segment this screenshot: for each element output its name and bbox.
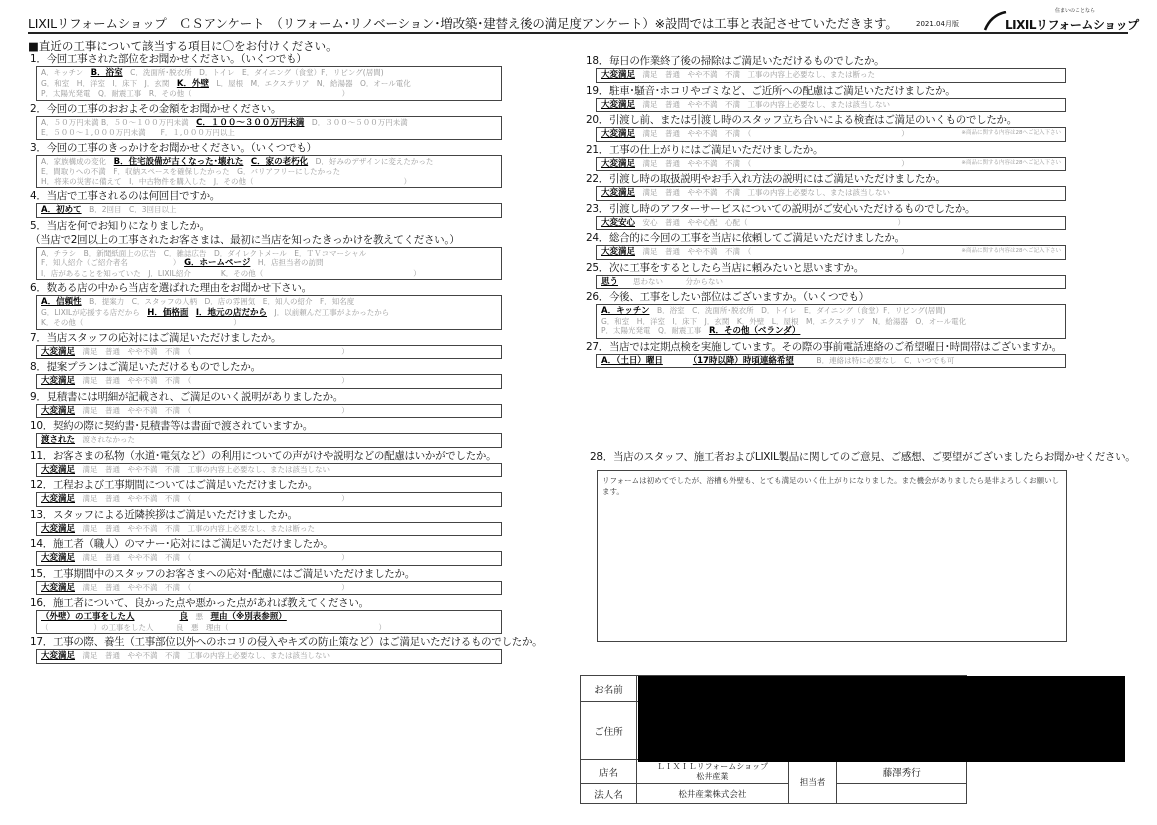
question-block	[30, 102, 570, 140]
option-text: D．好みのデザインに変えたかった	[308, 156, 434, 166]
answer-line	[41, 318, 497, 328]
answer-line	[41, 205, 497, 216]
option-text: A．家族構成の変化	[41, 156, 114, 166]
selected-option[interactable]: （外壁）の工事をした人	[41, 612, 135, 622]
option-text: ）	[901, 129, 909, 138]
question-block	[30, 331, 570, 360]
selected-option[interactable]: A．キッチン	[601, 306, 650, 316]
selected-option[interactable]: A．（土日）曜日	[601, 355, 663, 366]
answer-line	[601, 277, 1061, 288]
answer-note: ※商品に関する内容は28へご記入下さい	[961, 130, 1061, 136]
option-text: A．５０万円未満 B．５０～１００万円未満	[41, 117, 197, 127]
option-text: 満足 普通 やや不満 不満 工事の内容上必要なし、または該当しない	[635, 99, 891, 109]
question-block	[586, 261, 1146, 290]
answer-box[interactable]	[36, 247, 502, 281]
answer-box[interactable]	[36, 116, 502, 140]
answer-box[interactable]	[36, 522, 502, 537]
selected-option[interactable]: 大変満足	[41, 405, 76, 416]
question-block	[30, 219, 570, 281]
answer-line	[601, 317, 1061, 327]
selected-option[interactable]: C．１００～３００万円未満	[196, 117, 305, 128]
option-text: 満足 普通 やや不満 不満 （	[75, 582, 192, 592]
survey-header	[28, 8, 1139, 34]
option-text: 満足 普通 やや不満 不満 工事の内容上必要なし、または該当しない	[75, 651, 331, 660]
question-title: 15．工事期間中のスタッフのお客さまへの応対･配慮にはご満足いただけましたか。	[30, 567, 415, 580]
selected-option[interactable]: 大変満足	[601, 188, 636, 198]
answer-box[interactable]	[596, 354, 1066, 369]
option-text: B．2回目 C．3回目以上	[81, 205, 177, 214]
option-text: E．間取りへの不満 F．収納スペースを確保したかった G．バリアフリーにしたかった	[41, 167, 341, 176]
question-block	[586, 113, 1146, 142]
option-text: 満足 普通 やや不満 不満 （	[635, 158, 752, 168]
q28-title: 28．当店のスタッフ、施工者およびLIXIL製品に関してのご意見、ご感想、ご要望がございましたらお聞かせください。	[590, 451, 1136, 463]
question-block	[586, 340, 1146, 369]
option-text: 満足 普通 やや不満 不満 （	[75, 405, 192, 415]
store-value	[637, 760, 789, 784]
answer-line	[41, 347, 497, 358]
selected-option[interactable]: H．価格面	[147, 307, 189, 318]
answer-line	[601, 306, 1061, 317]
answer-line	[41, 249, 497, 259]
answer-line	[41, 128, 497, 138]
left-question-column	[30, 52, 570, 665]
store-label: 店名	[581, 760, 637, 784]
option-text: ）	[341, 346, 349, 356]
selected-option[interactable]: B．住宅設備が古くなった･壊れた	[113, 156, 244, 167]
survey-title: LIXILリフォームショップ ＣＳアンケート （リフォーム･リノベーション･増改築･建替え後の満足度アンケート）※設問では工事と表記させていただきます。	[28, 16, 898, 31]
option-text: F．知人紹介（ご紹介者名 ）	[41, 258, 185, 267]
question-title: 24．総合的に今回の工事を当店に依頼してご満足いただけましたか。	[586, 232, 905, 244]
question-title: 9．見積書には明細が記載され、ご満足のいく説明がありましたか。	[30, 390, 344, 403]
option-text: P．太陽光発電 Q．耐震工事	[601, 326, 709, 335]
answer-line	[41, 524, 497, 535]
option-text: 渡されなかった	[75, 435, 136, 444]
answer-box[interactable]	[36, 551, 502, 566]
answer-line	[41, 269, 497, 279]
question-title: 20．引渡し前、または引渡し時のスタッフ立ち合いによる検査はご満足のいくものでしたか。	[586, 114, 1017, 126]
question-block	[30, 281, 570, 330]
selected-option[interactable]: 大変満足	[601, 247, 636, 257]
answer-note: ※商品に関する内容は28へご記入下さい	[961, 248, 1061, 254]
question-title: 26．今後、工事をしたい部位はございますか。（いくつでも）	[586, 291, 869, 303]
answer-line	[41, 157, 497, 168]
store-value-line2: 松井産業	[696, 771, 729, 781]
answer-box[interactable]	[596, 186, 1066, 201]
answer-line	[41, 494, 497, 505]
store-value-line1: ＬＩＸＩＬリフォームショップ	[656, 761, 769, 771]
question-title: 11．お客さまの私物（水道･電気など）の利用についての声がけや説明などの配慮はいかがでしたか。	[30, 449, 497, 462]
intro-instruction: ■直近の工事について該当する項目に〇をお付けください。	[28, 39, 338, 53]
answer-box[interactable]	[36, 581, 502, 596]
option-text: A．キッチン	[41, 68, 91, 77]
question-title: 16．施工者について、良かった点や悪かった点があれば教えてください。	[30, 597, 369, 609]
option-text: J．以前頼んだ工事がよかったから	[267, 307, 390, 317]
question-block	[30, 141, 570, 189]
option-text: D．３００～５００万円未満	[304, 117, 408, 127]
option-text: H．店担当者の訪問	[250, 258, 324, 267]
option-text: 満足 普通 やや不満 不満 （	[75, 494, 192, 503]
option-text: 満足 普通 やや不満 不満 工事の内容上必要なし、または断った	[635, 70, 876, 79]
answer-line	[41, 79, 497, 90]
answer-line	[41, 406, 497, 417]
option-text: L．屋根 M．エクステリア N．給湯器 O．オール電化	[208, 78, 411, 88]
selected-option[interactable]: C．家の老朽化	[250, 156, 309, 167]
selected-option[interactable]: R．その他（ベランダ）	[708, 326, 801, 336]
option-text	[135, 612, 180, 621]
question-title: 4．当店で工事されるのは何回目ですか。	[30, 190, 220, 202]
question-block	[586, 84, 1146, 113]
selected-option[interactable]: 大変安心	[601, 217, 636, 228]
answer-note: ※商品に関する内容は28へご記入下さい	[961, 159, 1061, 166]
question-title: 7．当店スタッフの応対にはご満足いただけましたか。	[30, 331, 282, 344]
selected-option[interactable]: 大変満足	[41, 553, 76, 563]
option-text: B．連絡は特に必要なし C．いつでも可	[793, 355, 955, 365]
question-title: 12．工程および工事期間についてはご満足いただけましたか。	[30, 479, 318, 491]
option-text: K．その他（	[41, 318, 84, 327]
selected-option[interactable]: 渡された	[41, 435, 76, 445]
selected-option[interactable]: 大変満足	[41, 376, 76, 386]
question-title: 27．当店では定期点検を実施しています。その際の事前電話連絡のご希望曜日･時間帯はございますか。	[586, 340, 1062, 353]
option-text: ）	[901, 158, 909, 168]
answer-box[interactable]	[596, 304, 1066, 339]
answer-line	[601, 70, 1061, 81]
logo-name: LIXILリフォームショップ	[1005, 18, 1139, 32]
selected-option[interactable]: I．地元の店だから	[195, 307, 268, 318]
option-text: ）	[341, 494, 349, 503]
answer-box[interactable]	[596, 157, 1066, 172]
logo-swoosh-icon	[983, 11, 1007, 31]
answer-box[interactable]	[36, 374, 502, 389]
staff-value: 藤澤秀行	[837, 760, 967, 784]
answer-line	[41, 376, 497, 387]
question-block	[586, 54, 1146, 83]
option-text: B．浴室 C．洗面所･脱衣所 D．トイレ E．ダイニング（食堂）F．リビング(居間)	[649, 306, 946, 315]
option-text: ）	[901, 247, 909, 256]
option-text: I．店があることを知っていた J．LIXIL紹介 K．その他（	[41, 268, 264, 278]
option-text: ）	[897, 217, 906, 227]
answer-box[interactable]	[36, 649, 502, 664]
option-text: ）	[341, 405, 349, 415]
answer-line	[601, 100, 1061, 111]
answer-line	[41, 612, 497, 623]
answer-box[interactable]	[596, 275, 1066, 290]
question-title: 22．引渡し時の取扱説明やお手入れ方法の説明にはご満足いただけましたか。	[586, 173, 946, 185]
option-text: ）	[341, 89, 350, 98]
option-text: ）	[378, 622, 386, 632]
staff-label: 担当者	[788, 760, 837, 804]
selected-option[interactable]: A．信頼性	[41, 297, 82, 307]
option-text: 満足 普通 やや不満 不満 （	[635, 247, 752, 256]
option-text: 安心 普通 やや心配 心配（	[635, 217, 748, 227]
answer-line	[41, 435, 497, 446]
question-block	[30, 419, 570, 448]
question-title: 8．提案プランはご満足いただけるものでしたか。	[30, 361, 261, 373]
question-title: 1．今回工事された部位をお聞かせください。（いくつでも）	[30, 53, 307, 65]
option-text: B．提案力 C．スタッフの人柄 D．店の雰囲気 E．知人の紹介 F．知名度	[81, 297, 355, 306]
answer-line	[601, 218, 1061, 229]
selected-option[interactable]: 大変満足	[41, 651, 76, 661]
question-title: 10．契約の際に契約書･見積書等は書面で渡されていますか。	[30, 420, 313, 432]
question-block	[30, 635, 570, 664]
option-text: ）	[341, 376, 349, 385]
option-text: C．洗面所･脱衣所 D．トイレ E．ダイニング（食堂）F．リビング(居間)	[122, 68, 384, 77]
option-text: ）	[341, 553, 349, 562]
corp-value: 松井産業株式会社	[637, 784, 789, 804]
option-text: H．将来の災害に備えて I．中古物件を購入した J．その他（	[41, 176, 254, 186]
answer-line	[41, 651, 497, 662]
answer-line	[41, 553, 497, 564]
answer-line	[41, 68, 497, 79]
option-text: G．和室 H．洋室 I．床下 J．玄関 K．外壁 L．屋根 M．エクステリア N．給湯器 O．オール電化	[601, 316, 967, 326]
option-text	[663, 356, 693, 365]
option-text: 満足 普通 やや不満 不満 工事の内容上必要なし、または該当しない	[635, 188, 891, 197]
selected-option[interactable]: 大変満足	[41, 464, 76, 475]
selected-option[interactable]: 大変満足	[41, 523, 76, 534]
question-title: 25．次に工事をするとしたら当店に頼みたいと思いますか。	[586, 261, 864, 274]
question-title: 6．数ある店の中から当店を選ばれた理由をお聞かせ下さい。	[30, 282, 312, 294]
option-text: ）	[403, 176, 412, 186]
question-block	[30, 449, 570, 478]
option-text: ）	[233, 318, 241, 327]
answer-line	[601, 326, 1061, 337]
question-block	[30, 52, 570, 101]
q28-comment-text: リフォームは初めてでしたが、浴槽も外壁も、とても満足のいく仕上がりになりました。また機会がありましたら是非よろしくお願いします。	[602, 476, 1060, 496]
logo-tagline: 住まいのことなら	[1055, 8, 1096, 14]
option-text: 満足 普通 やや不満 不満 （	[635, 129, 752, 138]
name-label: お名前	[581, 676, 637, 702]
answer-line	[601, 247, 1061, 258]
selected-option[interactable]: 理由（※別表参照）	[210, 612, 287, 622]
option-text: 思わない 分からない	[618, 276, 724, 286]
selected-option[interactable]: 思う	[601, 276, 619, 287]
selected-option[interactable]: 大変満足	[601, 70, 636, 80]
selected-option[interactable]: 大変満足	[41, 582, 76, 593]
option-text	[243, 157, 251, 166]
answer-line	[41, 118, 497, 129]
selected-option[interactable]: 大変満足	[601, 158, 636, 169]
version-label: 2021.04月版	[916, 20, 959, 28]
question-title: 18．毎日の作業終了後の掃除はご満足いただけるものでしたか。	[586, 55, 885, 67]
answer-line	[41, 89, 497, 99]
option-text: 満足 普通 やや不満 不満 工事の内容上必要なし、または断った	[75, 523, 316, 533]
question-title: 13．スタッフによる近隣挨拶はご満足いただけましたか。	[30, 508, 298, 521]
answer-line	[601, 188, 1061, 199]
question-block	[30, 567, 570, 596]
question-title: 23．引渡し時のアフターサービスについての説明がご安心いただけるものでしたか。	[586, 202, 976, 215]
q28-comment-box[interactable]	[597, 470, 1067, 642]
question-block	[586, 172, 1146, 201]
answer-line	[41, 308, 497, 319]
staff-extra-cell	[837, 784, 967, 804]
selected-option[interactable]: 大変満足	[41, 494, 76, 504]
question-block	[30, 508, 570, 537]
question-title: 2．今回の工事のおおよその金額をお聞かせください。	[30, 102, 282, 115]
address-label: ご住所	[581, 702, 637, 760]
option-text: E．５００～１,０００万円未満 F．１,０００万円以上	[41, 128, 235, 137]
option-text: （ ）の工事をした人 良 悪 理由（	[41, 622, 229, 632]
answer-box[interactable]	[596, 98, 1066, 113]
answer-box[interactable]	[36, 155, 502, 189]
question-title: 19．駐車･騒音･ホコリやゴミなど、ご近所への配慮はご満足いただけましたか。	[586, 84, 956, 97]
answer-box[interactable]	[36, 463, 502, 478]
answer-line	[41, 177, 497, 187]
question-title: 14．施工者（職人）のマナー･応対にはご満足いただけましたか。	[30, 538, 334, 550]
answer-box[interactable]	[36, 295, 502, 330]
answer-box[interactable]	[596, 245, 1066, 260]
answer-line	[601, 129, 1061, 140]
answer-line	[41, 465, 497, 476]
option-text	[188, 308, 196, 317]
selected-option[interactable]: B．浴室	[90, 68, 123, 78]
question-block	[586, 290, 1146, 339]
lixil-logo	[983, 7, 1138, 33]
question-subtitle: （当店で2回以上の工事されたお客さまは、最初に当店を知ったきっかけを教えてください。）	[30, 233, 460, 246]
answer-box[interactable]	[596, 216, 1066, 231]
selected-option[interactable]: 大変満足	[601, 129, 636, 139]
option-text: ）	[341, 582, 349, 592]
option-text: 満足 普通 やや不満 不満 （	[75, 553, 192, 562]
answer-line	[601, 356, 1061, 367]
option-text: P．太陽光発電 Q．耐震工事 R．その他（	[41, 89, 192, 98]
answer-box[interactable]	[596, 68, 1066, 83]
selected-option[interactable]: A．初めて	[41, 205, 82, 215]
answer-box[interactable]	[36, 610, 502, 634]
option-text: ）	[413, 268, 421, 278]
question-block	[30, 360, 570, 389]
selected-option[interactable]: （17時以降）時頃連絡希望	[692, 355, 794, 366]
option-text: 悪	[188, 612, 211, 621]
question-block	[30, 537, 570, 566]
question-block	[586, 202, 1146, 231]
option-text: 満足 普通 やや不満 不満 （	[75, 346, 192, 356]
answer-box[interactable]	[596, 127, 1066, 142]
answer-line	[41, 167, 497, 177]
selected-option[interactable]: K．外壁	[176, 78, 209, 89]
option-text: A．チラシ B．新聞紙面上の広告 C．雑誌広告 D．ダイレクトメール E．ＴＶコマーシャル	[41, 248, 367, 258]
selected-option[interactable]: G．ホームページ	[184, 258, 251, 268]
answer-box[interactable]	[36, 433, 502, 448]
redacted-personal-info	[638, 676, 1125, 762]
answer-line	[41, 297, 497, 308]
answer-box[interactable]	[36, 66, 502, 101]
question-block	[30, 478, 570, 507]
answer-box[interactable]	[36, 404, 502, 419]
option-text: 満足 普通 やや不満 不満 工事の内容上必要なし、または該当しない	[75, 464, 331, 474]
question-block	[30, 596, 570, 634]
question-title: 3．今回の工事のきっかけをお聞かせください。（いくつでも）	[30, 141, 317, 154]
question-block	[586, 231, 1146, 260]
question-block	[30, 189, 570, 218]
option-text: G．LIXILが応援する店だから	[41, 307, 148, 317]
answer-line	[601, 159, 1061, 170]
answer-line	[41, 258, 497, 269]
selected-option[interactable]: 大変満足	[41, 346, 76, 357]
right-question-column	[586, 54, 1146, 369]
question-title: 21．工事の仕上がりにはご満足いただけましたか。	[586, 143, 824, 156]
selected-option[interactable]: 大変満足	[601, 99, 636, 110]
answer-box[interactable]	[36, 203, 502, 218]
corp-label: 法人名	[581, 784, 637, 804]
question-block	[586, 143, 1146, 172]
question-block	[30, 390, 570, 419]
option-text: G．和室 H．洋室 I．床下 J．玄関	[41, 78, 177, 88]
question-title: 17．工事の際、養生（工事部位以外へのホコリの侵入やキズの防止策など）はご満足いただけるものでしたか。	[30, 636, 543, 648]
answer-line	[41, 623, 497, 633]
selected-option[interactable]: 良	[179, 612, 189, 622]
answer-box[interactable]	[36, 345, 502, 360]
answer-line	[41, 583, 497, 594]
option-text: 満足 普通 やや不満 不満 （	[75, 376, 192, 385]
answer-box[interactable]	[36, 492, 502, 507]
question-title: 5．当店を何でお知りになりましたか。	[30, 219, 210, 232]
